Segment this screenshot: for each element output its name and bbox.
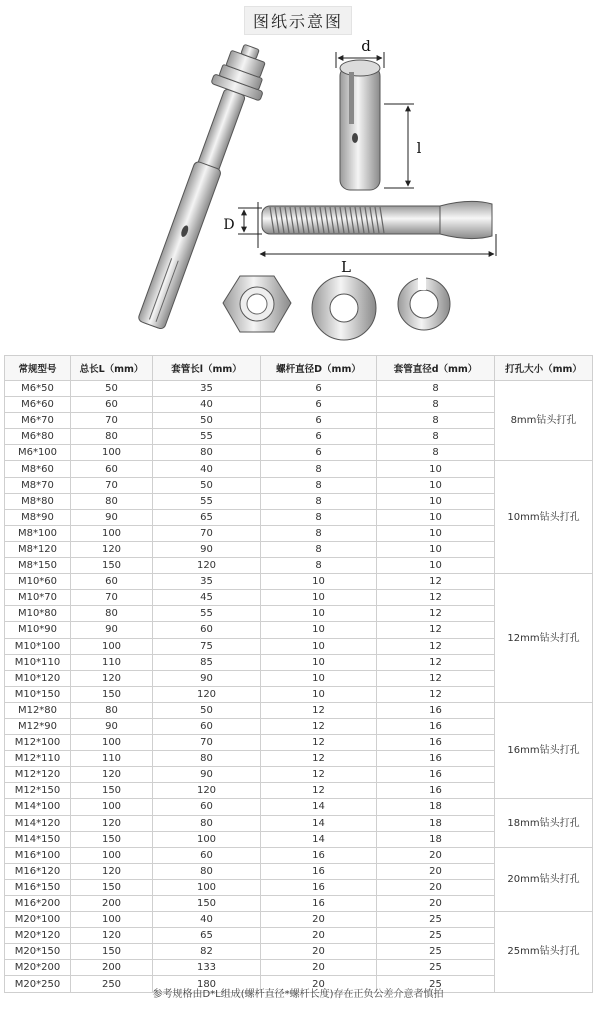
- table-cell: M8*70: [5, 477, 71, 493]
- table-cell: M6*80: [5, 429, 71, 445]
- table-cell: M6*100: [5, 445, 71, 461]
- table-cell: 6: [261, 445, 377, 461]
- table-cell: 25: [377, 960, 495, 976]
- hole-size-cell: 12mm钻头打孔: [495, 574, 593, 703]
- table-cell: 20: [377, 863, 495, 879]
- table-cell: 150: [71, 783, 153, 799]
- table-cell: 12: [377, 606, 495, 622]
- table-cell: 10: [261, 654, 377, 670]
- footnote: 参考规格由D*L组成(螺杆直径*螺杆长度)存在正负公差介意者慎拍: [152, 989, 444, 1000]
- table-cell: 90: [153, 767, 261, 783]
- table-cell: M6*50: [5, 381, 71, 397]
- table-cell: 50: [153, 477, 261, 493]
- table-cell: 18: [377, 815, 495, 831]
- table-cell: 16: [377, 718, 495, 734]
- table-cell: 250: [71, 976, 153, 992]
- table-row: [5, 381, 593, 397]
- table-cell: 16: [377, 767, 495, 783]
- table-cell: 65: [153, 928, 261, 944]
- table-cell: 80: [153, 815, 261, 831]
- table-cell: 10: [377, 493, 495, 509]
- table-cell: 20: [261, 912, 377, 928]
- table-cell: 16: [377, 751, 495, 767]
- table-cell: 10: [261, 670, 377, 686]
- table-cell: 90: [71, 622, 153, 638]
- table-cell: 12: [377, 686, 495, 702]
- spring-washer-image: [398, 276, 450, 330]
- table-cell: M12*90: [5, 718, 71, 734]
- table-cell: 8: [261, 558, 377, 574]
- table-cell: 40: [153, 461, 261, 477]
- table-cell: 55: [153, 493, 261, 509]
- table-cell: 8: [261, 525, 377, 541]
- table-cell: 150: [71, 944, 153, 960]
- table-cell: M16*120: [5, 863, 71, 879]
- table-cell: 10: [261, 622, 377, 638]
- hole-size-cell: 8mm钻头打孔: [495, 381, 593, 461]
- table-row: [5, 847, 593, 863]
- hole-size-cell: 18mm钻头打孔: [495, 799, 593, 847]
- table-row: [5, 702, 593, 718]
- table-cell: 120: [71, 928, 153, 944]
- table-cell: 70: [71, 413, 153, 429]
- table-cell: 18: [377, 799, 495, 815]
- table-cell: 20: [261, 976, 377, 992]
- table-cell: 12: [261, 702, 377, 718]
- table-cell: 100: [71, 912, 153, 928]
- table-cell: 10: [261, 590, 377, 606]
- table-cell: M10*110: [5, 654, 71, 670]
- table-cell: M20*250: [5, 976, 71, 992]
- table-cell: M10*100: [5, 638, 71, 654]
- table-cell: 25: [377, 976, 495, 992]
- table-cell: M20*100: [5, 912, 71, 928]
- table-cell: M8*150: [5, 558, 71, 574]
- table-cell: 10: [377, 541, 495, 557]
- table-cell: 120: [153, 686, 261, 702]
- table-cell: 10: [261, 638, 377, 654]
- table-cell: M8*90: [5, 509, 71, 525]
- table-cell: M6*70: [5, 413, 71, 429]
- table-cell: 20: [377, 896, 495, 912]
- table-header: [5, 356, 593, 381]
- table-cell: 10: [261, 606, 377, 622]
- table-cell: 25: [377, 944, 495, 960]
- table-cell: 55: [153, 606, 261, 622]
- table-cell: 150: [71, 558, 153, 574]
- table-cell: 80: [153, 751, 261, 767]
- sleeve-image: [336, 52, 414, 190]
- table-cell: 80: [71, 702, 153, 718]
- table-cell: 10: [377, 509, 495, 525]
- table-cell: 120: [71, 541, 153, 557]
- table-cell: 12: [377, 590, 495, 606]
- table-cell: 65: [153, 509, 261, 525]
- table-cell: 110: [71, 654, 153, 670]
- table-cell: 60: [153, 847, 261, 863]
- table-cell: 133: [153, 960, 261, 976]
- table-cell: 80: [71, 606, 153, 622]
- table-cell: 70: [71, 477, 153, 493]
- table-cell: 150: [71, 879, 153, 895]
- table-cell: 100: [153, 831, 261, 847]
- col-header-total-length: 总长L（mm）: [71, 356, 153, 381]
- table-cell: 8: [261, 477, 377, 493]
- table-cell: 12: [261, 783, 377, 799]
- table-cell: 12: [377, 638, 495, 654]
- table-cell: 120: [71, 670, 153, 686]
- table-cell: M12*100: [5, 735, 71, 751]
- table-cell: M10*120: [5, 670, 71, 686]
- hex-nut-image: [223, 276, 291, 332]
- sleeve-diameter-label: d: [361, 38, 371, 55]
- table-cell: 50: [153, 413, 261, 429]
- table-cell: 200: [71, 960, 153, 976]
- table-cell: 120: [153, 783, 261, 799]
- table-cell: M10*150: [5, 686, 71, 702]
- table-cell: 12: [377, 654, 495, 670]
- table-cell: 80: [153, 863, 261, 879]
- table-row: [5, 912, 593, 928]
- table-cell: 12: [377, 574, 495, 590]
- table-cell: 10: [377, 461, 495, 477]
- table-body: [5, 381, 593, 993]
- spec-table: [4, 355, 593, 993]
- table-cell: 80: [71, 493, 153, 509]
- col-header-bolt-diameter: 螺杆直径D（mm）: [261, 356, 377, 381]
- table-cell: 20: [377, 879, 495, 895]
- table-cell: 150: [71, 831, 153, 847]
- table-cell: 10: [377, 477, 495, 493]
- table-cell: 55: [153, 429, 261, 445]
- table-cell: M14*120: [5, 815, 71, 831]
- table-cell: 35: [153, 381, 261, 397]
- table-cell: M16*200: [5, 896, 71, 912]
- table-cell: M12*120: [5, 767, 71, 783]
- col-header-sleeve-diameter: 套管直径d（mm）: [377, 356, 495, 381]
- table-cell: 16: [261, 879, 377, 895]
- table-cell: 100: [71, 445, 153, 461]
- table-cell: 8: [377, 397, 495, 413]
- table-cell: 16: [377, 735, 495, 751]
- col-header-sleeve-length: 套管长l（mm）: [153, 356, 261, 381]
- table-cell: 6: [261, 413, 377, 429]
- table-cell: 14: [261, 815, 377, 831]
- table-cell: 40: [153, 397, 261, 413]
- table-cell: 60: [153, 718, 261, 734]
- table-cell: M16*100: [5, 847, 71, 863]
- title-bar: [0, 0, 596, 38]
- table-cell: M10*60: [5, 574, 71, 590]
- table-cell: 70: [71, 590, 153, 606]
- table-cell: 60: [71, 574, 153, 590]
- table-cell: 8: [377, 445, 495, 461]
- table-cell: 50: [71, 381, 153, 397]
- table-cell: 12: [261, 735, 377, 751]
- table-cell: 100: [153, 879, 261, 895]
- table-cell: M20*150: [5, 944, 71, 960]
- table-cell: 70: [153, 735, 261, 751]
- table-cell: M10*70: [5, 590, 71, 606]
- threaded-bolt-image: [238, 201, 496, 256]
- hole-size-cell: 20mm钻头打孔: [495, 847, 593, 911]
- table-cell: 18: [377, 831, 495, 847]
- table-cell: M8*100: [5, 525, 71, 541]
- table-cell: M14*100: [5, 799, 71, 815]
- table-cell: 10: [377, 525, 495, 541]
- table-cell: 16: [377, 783, 495, 799]
- table-cell: 60: [71, 397, 153, 413]
- table-cell: 100: [71, 735, 153, 751]
- table-cell: 70: [153, 525, 261, 541]
- table-cell: M20*120: [5, 928, 71, 944]
- table-cell: 20: [261, 928, 377, 944]
- table-cell: 82: [153, 944, 261, 960]
- table-cell: M14*150: [5, 831, 71, 847]
- table-row: [5, 799, 593, 815]
- table-cell: 12: [261, 751, 377, 767]
- bolt-diameter-label: D: [223, 217, 235, 233]
- table-cell: 6: [261, 381, 377, 397]
- table-cell: 8: [377, 381, 495, 397]
- table-cell: 120: [153, 558, 261, 574]
- table-cell: 80: [71, 429, 153, 445]
- table-cell: 12: [377, 622, 495, 638]
- table-cell: M8*120: [5, 541, 71, 557]
- table-cell: 14: [261, 799, 377, 815]
- table-cell: 8: [261, 509, 377, 525]
- table-cell: M16*150: [5, 879, 71, 895]
- table-cell: 20: [261, 944, 377, 960]
- table-cell: 10: [261, 574, 377, 590]
- table-cell: 75: [153, 638, 261, 654]
- table-cell: 16: [377, 702, 495, 718]
- hole-size-cell: 16mm钻头打孔: [495, 702, 593, 799]
- table-cell: M8*80: [5, 493, 71, 509]
- table-cell: 60: [153, 622, 261, 638]
- flat-washer-image: [312, 276, 376, 340]
- table-cell: 12: [377, 670, 495, 686]
- table-cell: 10: [377, 558, 495, 574]
- table-cell: 20: [261, 960, 377, 976]
- table-cell: M10*80: [5, 606, 71, 622]
- table-cell: 120: [71, 815, 153, 831]
- table-row: [5, 461, 593, 477]
- table-cell: 8: [261, 493, 377, 509]
- table-cell: 12: [261, 718, 377, 734]
- table-cell: 60: [153, 799, 261, 815]
- table-cell: 80: [153, 445, 261, 461]
- table-cell: 40: [153, 912, 261, 928]
- table-cell: 16: [261, 863, 377, 879]
- anchor-bolt-drawing: [0, 38, 596, 352]
- table-cell: 6: [261, 429, 377, 445]
- table-cell: M12*80: [5, 702, 71, 718]
- hole-size-cell: 10mm钻头打孔: [495, 461, 593, 574]
- table-cell: 100: [71, 525, 153, 541]
- col-header-model: 常规型号: [5, 356, 71, 381]
- table-cell: 110: [71, 751, 153, 767]
- table-cell: 8: [261, 461, 377, 477]
- page-title: 图纸示意图: [244, 6, 352, 35]
- table-cell: 100: [71, 799, 153, 815]
- sleeve-length-label: l: [416, 139, 422, 157]
- table-cell: 100: [71, 638, 153, 654]
- table-cell: 90: [71, 509, 153, 525]
- table-cell: 200: [71, 896, 153, 912]
- table-cell: 90: [153, 541, 261, 557]
- table-cell: 25: [377, 912, 495, 928]
- table-cell: 10: [261, 686, 377, 702]
- table-cell: M8*60: [5, 461, 71, 477]
- table-cell: 25: [377, 928, 495, 944]
- table-cell: 8: [377, 413, 495, 429]
- table-cell: 6: [261, 397, 377, 413]
- hole-size-cell: 25mm钻头打孔: [495, 912, 593, 992]
- table-cell: 12: [261, 767, 377, 783]
- table-cell: 150: [153, 896, 261, 912]
- table-cell: M20*200: [5, 960, 71, 976]
- table-cell: 45: [153, 590, 261, 606]
- table-cell: M12*110: [5, 751, 71, 767]
- table-cell: 16: [261, 896, 377, 912]
- table-cell: M12*150: [5, 783, 71, 799]
- table-cell: 100: [71, 847, 153, 863]
- table-row: [5, 574, 593, 590]
- table-cell: 50: [153, 702, 261, 718]
- table-cell: 20: [377, 847, 495, 863]
- table-cell: M6*60: [5, 397, 71, 413]
- table-cell: 14: [261, 831, 377, 847]
- table-cell: 180: [153, 976, 261, 992]
- table-cell: 16: [261, 847, 377, 863]
- table-cell: 8: [261, 541, 377, 557]
- table-cell: 150: [71, 686, 153, 702]
- table-cell: 8: [377, 429, 495, 445]
- bolt-length-label: L: [341, 258, 351, 276]
- table-cell: 85: [153, 654, 261, 670]
- col-header-hole-size: 打孔大小（mm）: [495, 356, 593, 381]
- table-cell: 120: [71, 767, 153, 783]
- table-cell: 120: [71, 863, 153, 879]
- table-cell: 90: [71, 718, 153, 734]
- table-cell: 35: [153, 574, 261, 590]
- table-cell: 90: [153, 670, 261, 686]
- table-cell: 60: [71, 461, 153, 477]
- table-cell: M10*90: [5, 622, 71, 638]
